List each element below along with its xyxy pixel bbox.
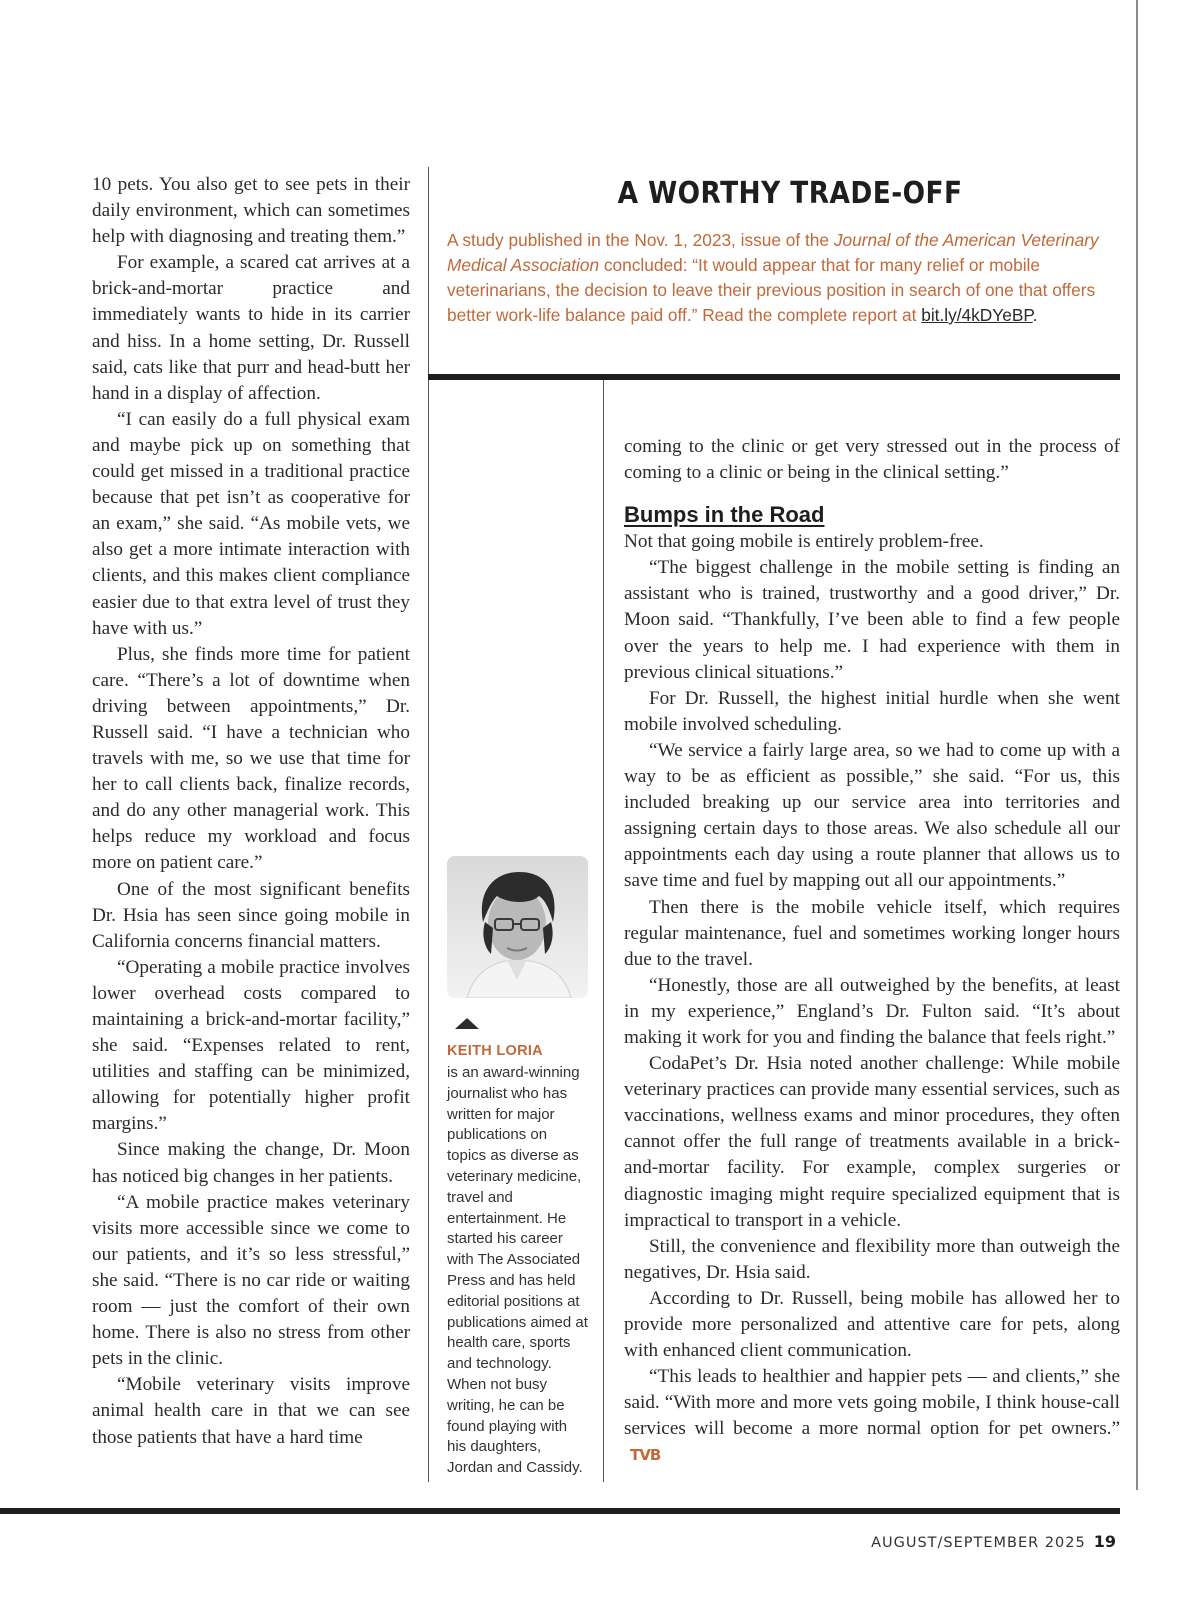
page-number: 19 <box>1093 1532 1116 1551</box>
paragraph: “Operating a mobile practice involves lower overhead costs compared to maintaining a brick-and-mortar facility,” she said. “Expenses related to rent, utilities and staffing can be minimized, allowing for potentially higher profit margins.” <box>92 956 410 1135</box>
paragraph: “A mobile practice makes veterinary visits more accessible since we come to our patients, and it’s so less stressful,” she said. “There is no car ride or waiting room — just the comfort of their own home. There is also no stress from other pets in the clinic. <box>92 1191 410 1370</box>
paragraph: “I can easily do a full physical exam and maybe pick up on something that could get missed in a traditional practice because that pet isn’t as cooperative for an exam,” she said. “As mobile vets, we also get a more intimate interaction with clients, and this makes client compliance easier due to that extra level of trust they have with us.” <box>92 408 410 639</box>
sidebar-bottom-rule <box>428 374 1120 380</box>
paragraph: For Dr. Russell, the highest initial hurdle when she went mobile involved scheduling. <box>624 687 1120 735</box>
section-heading: Bumps in the Road <box>624 502 825 528</box>
column-divider <box>603 380 604 1482</box>
triangle-up-icon <box>455 1018 479 1029</box>
paragraph: “Mobile veterinary visits improve animal health care in that we can see those patients that have a hard time <box>92 1374 410 1448</box>
article-left-column <box>92 172 410 1451</box>
paragraph: According to Dr. Russell, being mobile has allowed her to provide more personalized and attentive care for pets, along with enhanced client communication. <box>624 1287 1120 1362</box>
paragraph-last <box>624 1364 1120 1468</box>
paragraph: Not that going mobile is entirely problem-free. <box>624 531 984 553</box>
paragraph: “We service a fairly large area, so we had to come up with a way to be as efficient as possible,” she said. “For us, this included breaking up our service area into territories and assigning certain days to those areas. We also schedule all our appointments each day using a route planner that allows us to save time and fuel by mapping out all our appointments.” <box>624 739 1120 892</box>
paragraph: Since making the change, Dr. Moon has noticed big changes in her patients. <box>92 1139 410 1187</box>
page-folio <box>871 1532 1116 1551</box>
paragraph: Still, the convenience and flexibility more than outweigh the negatives, Dr. Hsia said. <box>624 1235 1120 1283</box>
author-name: KEITH LORIA <box>447 1043 543 1059</box>
column-divider <box>428 167 429 1482</box>
end-mark-logo: TVB <box>630 1446 661 1465</box>
author-bio: is an award-winning journalist who has written for major publications on topics as diverse as veterinary medicine, travel and entertainment. He started his career with The Associated Press and has held editorial positions at publications aimed at health care, sports and technology. When not busy writing, he can be found playing with his daughters, Jordan and Cassidy. <box>447 1064 588 1477</box>
journal-name: Journal of the American Veterinary Medical Association <box>447 230 1099 275</box>
paragraph-text: “This leads to healthier and happier pets — and clients,” she said. “With more and more vets going mobile, I think house-call services will become a more normal option for pet owners.” <box>624 1366 1120 1440</box>
paragraph: “Honestly, those are all outweighed by the benefits, at least in my experience,” England’s Dr. Fulton said. “It’s about making it work for you and finding the balance that feels right.” <box>624 974 1120 1048</box>
report-link[interactable]: bit.ly/4kDYeBP <box>921 305 1033 325</box>
sidebar-body <box>447 228 1127 328</box>
paragraph: One of the most significant benefits Dr. Hsia has seen since going mobile in California concerns financial matters. <box>92 878 410 952</box>
sidebar-text: concluded: “It would appear that for many relief or mobile veterinarians, the decision to leave their previous position in search of one that offers better work-life balance paid off.” Read the complete report at <box>447 255 1096 325</box>
article-right-column <box>624 434 1120 1469</box>
footer-rule <box>0 1508 1120 1514</box>
paragraph: coming to the clinic or get very stressed out in the process of coming to a clinic or being in the clinical setting.” <box>624 436 1120 484</box>
author-photo <box>447 856 588 998</box>
paragraph: “The biggest challenge in the mobile setting is finding an assistant who is trained, trustworthy and a good driver,” Dr. Moon said. “Thankfully, I’ve been able to find a few people over the years to help me. I had experience with them in previous clinical situations.” <box>624 557 1120 683</box>
page-edge-line <box>1136 0 1138 1490</box>
sidebar-title: A WORTHY TRADE-OFF <box>617 176 963 211</box>
issue-date: AUGUST/SEPTEMBER 2025 <box>871 1535 1086 1551</box>
paragraph: CodaPet’s Dr. Hsia noted another challenge: While mobile veterinary practices can provide many essential services, such as vaccinations, wellness exams and minor procedures, they often cannot offer the full range of treatments available in a brick-and-mortar facility. For example, complex surgeries or diagnostic imaging might require specialized equipment that is impractical to transport in a vehicle. <box>624 1053 1121 1231</box>
paragraph: For example, a scared cat arrives at a brick-and-mortar practice and immediately wants to hide in its carrier and hiss. In a home setting, Dr. Russell said, cats like that purr and head-butt her hand in a display of affection. <box>92 252 410 404</box>
sidebar-text: A study published in the Nov. 1, 2023, issue of the <box>447 230 834 250</box>
paragraph: Then there is the mobile vehicle itself, which requires regular maintenance, fuel and sometimes working longer hours due to the travel. <box>624 896 1120 970</box>
paragraph: 10 pets. You also get to see pets in their daily environment, which can sometimes help with diagnosing and treating them.” <box>92 174 410 248</box>
paragraph: Plus, she finds more time for patient care. “There’s a lot of downtime when driving between appointments,” Dr. Russell said. “I have a technician who travels with me, so we use that time for her to call clients back, finalize records, and do any other managerial work. This helps reduce my workload and focus more on patient care.” <box>92 643 410 874</box>
sidebar-text-end: . <box>1032 305 1038 325</box>
